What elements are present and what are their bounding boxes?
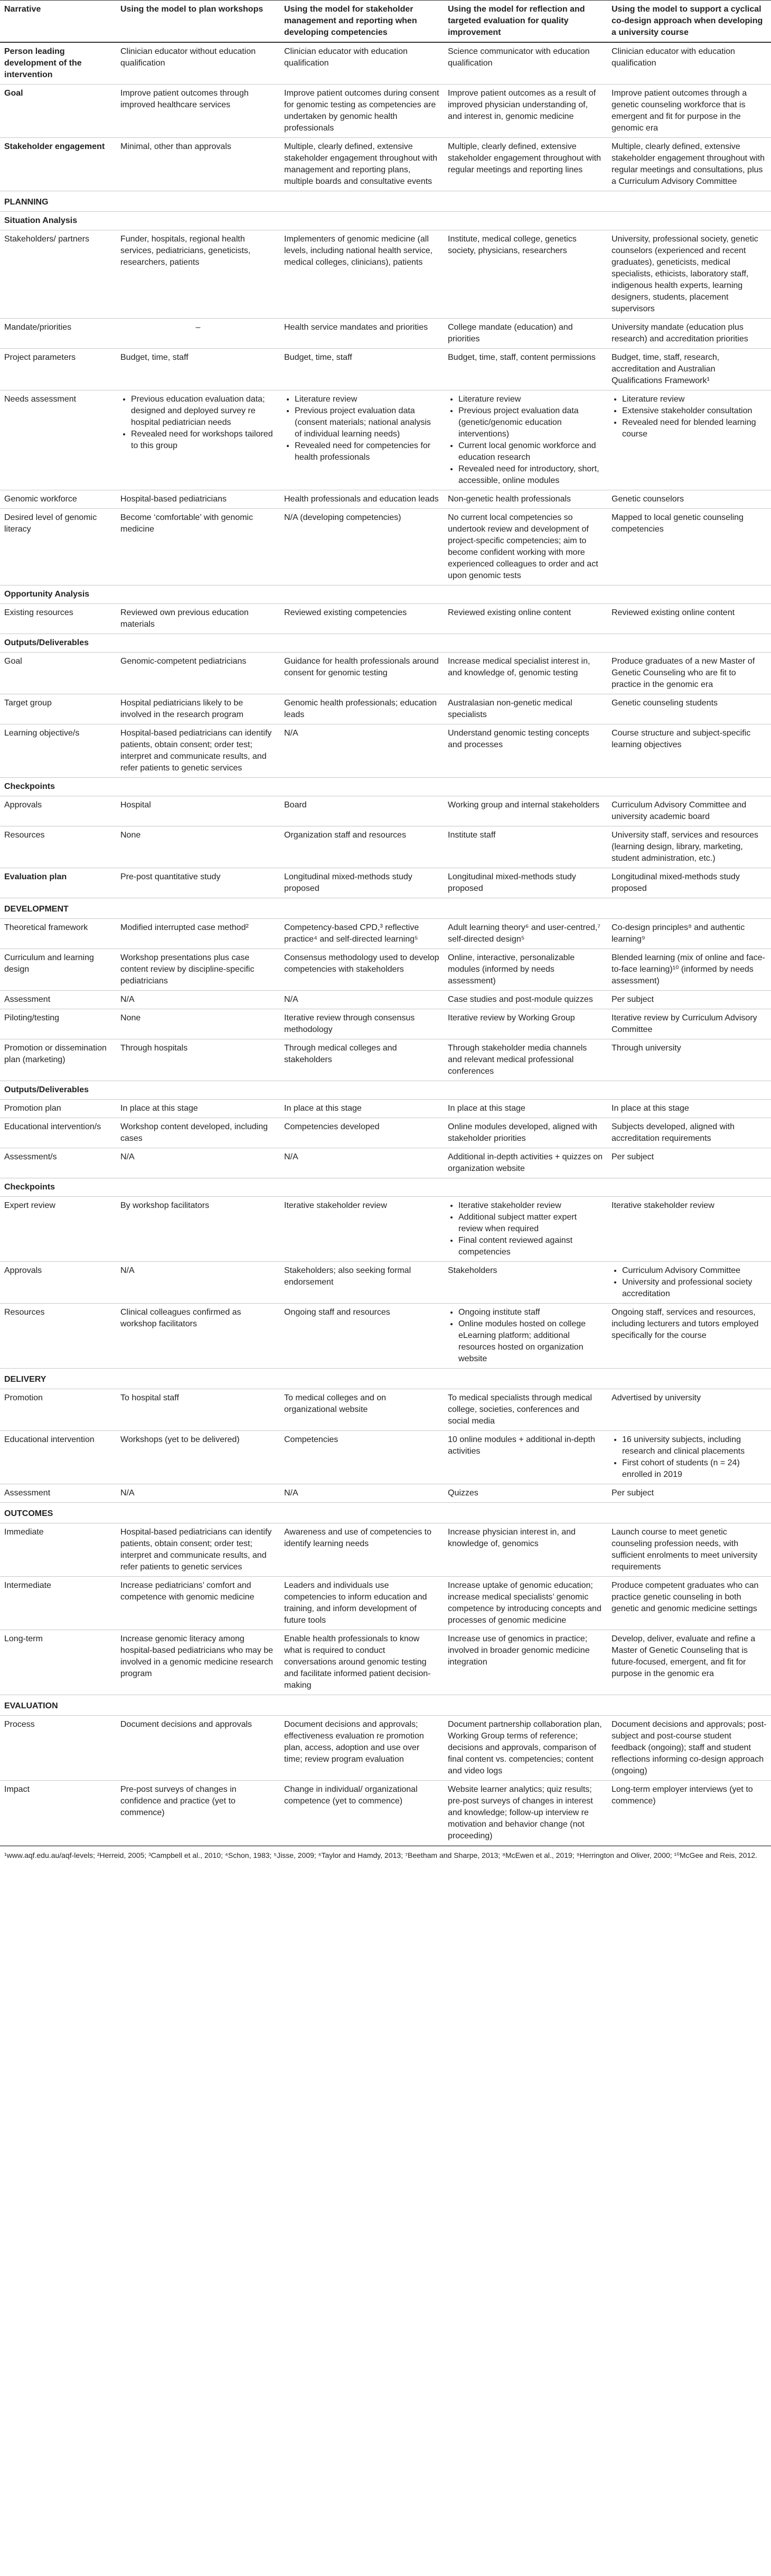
table-cell: – bbox=[116, 319, 280, 349]
table-row bbox=[0, 796, 771, 826]
table-row bbox=[0, 349, 771, 390]
subsection-heading-row bbox=[0, 212, 771, 230]
row-label: Impact bbox=[0, 1781, 116, 1846]
table-cell: Change in individual/ organizational competence (yet to commence) bbox=[280, 1781, 444, 1846]
bullet-item: • Literature review bbox=[458, 394, 603, 405]
table-row bbox=[0, 991, 771, 1009]
table-cell: Per subject bbox=[607, 1484, 771, 1503]
table-row bbox=[0, 1009, 771, 1039]
table-cell bbox=[280, 390, 444, 490]
table-cell: To medical specialists through medical college, societies, conferences and social media bbox=[444, 1389, 607, 1431]
table-cell: To medical colleges and on organizational website bbox=[280, 1389, 444, 1431]
section-heading-row bbox=[0, 898, 771, 919]
table-cell: Adult learning theory⁶ and user-centred,⁷ self-directed design⁵ bbox=[444, 919, 607, 949]
table-cell: Genetic counselors bbox=[607, 490, 771, 509]
table-cell: University staff, services and resources (learning design, library, marketing, student administration, etc.) bbox=[607, 826, 771, 868]
bullet-item: • Revealed need for introductory, short, accessible, online modules bbox=[458, 463, 603, 487]
row-label: Curriculum and learning design bbox=[0, 949, 116, 991]
row-label: Immediate bbox=[0, 1523, 116, 1577]
row-label: Promotion plan bbox=[0, 1100, 116, 1118]
bullet-list bbox=[612, 394, 767, 440]
table-cell: Competency-based CPD,³ reflective practice⁴ and self-directed learning⁵ bbox=[280, 919, 444, 949]
section-heading: EVALUATION bbox=[0, 1695, 771, 1716]
table-cell: Ongoing staff, services and resources, including lecturers and tutors employed specifically for the course bbox=[607, 1304, 771, 1369]
section-heading-row bbox=[0, 1369, 771, 1389]
table-row bbox=[0, 1716, 771, 1781]
row-label: Theoretical framework bbox=[0, 919, 116, 949]
table-cell: Multiple, clearly defined, extensive stakeholder engagement throughout with management and reporting plans, multiple boards and consultative events bbox=[280, 138, 444, 191]
table-cell: Through hospitals bbox=[116, 1039, 280, 1081]
bullet-list bbox=[612, 1434, 767, 1481]
row-label: Person leading development of the intervention bbox=[0, 42, 116, 85]
table-cell: N/A bbox=[116, 991, 280, 1009]
bullet-list bbox=[284, 394, 439, 463]
row-label: Approvals bbox=[0, 796, 116, 826]
header-evaluation: Using the model for reflection and targeted evaluation for quality improvement bbox=[444, 1, 607, 43]
table-row bbox=[0, 1577, 771, 1630]
table-cell: Document partnership collaboration plan, Working Group terms of reference; decisions and approvals, comparison of final content vs. competencies; content and video logs bbox=[444, 1716, 607, 1781]
table-cell: Health service mandates and priorities bbox=[280, 319, 444, 349]
table-cell bbox=[607, 1262, 771, 1304]
table-cell: Quizzes bbox=[444, 1484, 607, 1503]
table-cell: Increase medical specialist interest in, and knowledge of, genomic testing bbox=[444, 653, 607, 694]
table-cell: N/A bbox=[116, 1148, 280, 1178]
row-label: Process bbox=[0, 1716, 116, 1781]
table-cell bbox=[444, 1197, 607, 1262]
table-cell: Funder, hospitals, regional health services, pediatricians, geneticists, researchers, patients bbox=[116, 230, 280, 319]
table-cell: University mandate (education plus research) and accreditation priorities bbox=[607, 319, 771, 349]
table-row bbox=[0, 949, 771, 991]
table-cell: Minimal, other than approvals bbox=[116, 138, 280, 191]
table-row bbox=[0, 1523, 771, 1577]
section-heading: PLANNING bbox=[0, 191, 771, 212]
table-cell: Produce graduates of a new Master of Genetic Counseling who are fit to practice in the genomic era bbox=[607, 653, 771, 694]
bullet-item: • University and professional society accreditation bbox=[622, 1277, 767, 1300]
table-row bbox=[0, 1262, 771, 1304]
table-cell: Budget, time, staff, research, accreditation and Australian Qualifications Framework¹ bbox=[607, 349, 771, 390]
table-cell: Budget, time, staff bbox=[116, 349, 280, 390]
table-row bbox=[0, 1431, 771, 1484]
table-cell: Hospital-based pediatricians can identify patients, obtain consent; order test; interpret and communicate results, and refer patients to genetic services bbox=[116, 1523, 280, 1577]
table-cell: Improve patient outcomes through a genetic counseling workforce that is emergent and fit for purpose in the genomic era bbox=[607, 85, 771, 138]
table-cell: Clinician educator without education qualification bbox=[116, 42, 280, 85]
table-cell: Improve patient outcomes as a result of improved physician understanding of, and interest in, genomic medicine bbox=[444, 85, 607, 138]
table-cell: Competencies developed bbox=[280, 1118, 444, 1148]
subsection-heading-row bbox=[0, 1178, 771, 1197]
table-cell: Hospital-based pediatricians can identify patients, obtain consent; order test; interpret and communicate results, and refer patients to genetic services bbox=[116, 724, 280, 778]
table-row bbox=[0, 509, 771, 585]
table-row bbox=[0, 1304, 771, 1369]
table-cell: Increase use of genomics in practice; involved in broader genomic medicine integration bbox=[444, 1630, 607, 1695]
table-cell bbox=[116, 390, 280, 490]
bullet-item: • Additional subject matter expert review when required bbox=[458, 1212, 603, 1235]
table-header bbox=[0, 1, 771, 43]
table-cell: Iterative review by Working Group bbox=[444, 1009, 607, 1039]
table-cell: Clinical colleagues confirmed as workshop facilitators bbox=[116, 1304, 280, 1369]
table-row bbox=[0, 868, 771, 898]
row-label: Target group bbox=[0, 694, 116, 724]
table-row bbox=[0, 1484, 771, 1503]
subsection-heading-row bbox=[0, 585, 771, 604]
table-cell: Iterative review through consensus methodology bbox=[280, 1009, 444, 1039]
table-cell: Through stakeholder media channels and relevant medical professional conferences bbox=[444, 1039, 607, 1081]
row-label: Genomic workforce bbox=[0, 490, 116, 509]
table-cell: Workshops (yet to be delivered) bbox=[116, 1431, 280, 1484]
table-cell: Hospital pediatricians likely to be involved in the research program bbox=[116, 694, 280, 724]
row-label: Goal bbox=[0, 653, 116, 694]
table-cell: Ongoing staff and resources bbox=[280, 1304, 444, 1369]
table-cell: Iterative review by Curriculum Advisory Committee bbox=[607, 1009, 771, 1039]
table-row bbox=[0, 1100, 771, 1118]
row-label: Existing resources bbox=[0, 604, 116, 634]
table-cell: Pre-post quantitative study bbox=[116, 868, 280, 898]
table-cell: Genomic-competent pediatricians bbox=[116, 653, 280, 694]
row-label: Goal bbox=[0, 85, 116, 138]
row-label: Needs assessment bbox=[0, 390, 116, 490]
row-label: Learning objective/s bbox=[0, 724, 116, 778]
bullet-item: • Previous project evaluation data (genetic/genomic education interventions) bbox=[458, 405, 603, 440]
table-cell: Become ‘comfortable’ with genomic medicine bbox=[116, 509, 280, 585]
table-cell: Organization staff and resources bbox=[280, 826, 444, 868]
row-label: Approvals bbox=[0, 1262, 116, 1304]
table-cell: Through university bbox=[607, 1039, 771, 1081]
table-row bbox=[0, 1630, 771, 1695]
table-cell: In place at this stage bbox=[280, 1100, 444, 1118]
table-cell: To hospital staff bbox=[116, 1389, 280, 1431]
table-cell: Working group and internal stakeholders bbox=[444, 796, 607, 826]
table-cell: By workshop facilitators bbox=[116, 1197, 280, 1262]
table-cell: None bbox=[116, 826, 280, 868]
row-label: Stakeholders/ partners bbox=[0, 230, 116, 319]
table-cell: N/A (developing competencies) bbox=[280, 509, 444, 585]
table-cell: Increase pediatricians’ comfort and competence with genomic medicine bbox=[116, 1577, 280, 1630]
table-cell: Competencies bbox=[280, 1431, 444, 1484]
table-row bbox=[0, 85, 771, 138]
bullet-item: • Previous education evaluation data; designed and deployed survey re hospital pediatrician needs bbox=[131, 394, 276, 429]
table-row bbox=[0, 490, 771, 509]
table-cell: Iterative stakeholder review bbox=[607, 1197, 771, 1262]
table-cell: Additional in-depth activities + quizzes on organization website bbox=[444, 1148, 607, 1178]
table-row bbox=[0, 653, 771, 694]
table-cell: N/A bbox=[280, 724, 444, 778]
row-label: Long-term bbox=[0, 1630, 116, 1695]
row-label: Assessment bbox=[0, 1484, 116, 1503]
bullet-item: • First cohort of students (n = 24) enrolled in 2019 bbox=[622, 1457, 767, 1481]
table-cell: Workshop presentations plus case content review by discipline-specific pediatricians bbox=[116, 949, 280, 991]
table-cell: Pre-post surveys of changes in confidence and practice (yet to commence) bbox=[116, 1781, 280, 1846]
table-cell: Health professionals and education leads bbox=[280, 490, 444, 509]
table-cell: Blended learning (mix of online and face-to-face learning)¹⁰ (informed by needs assessment) bbox=[607, 949, 771, 991]
table-row bbox=[0, 604, 771, 634]
table-cell: Online, interactive, personalizable modules (informed by needs assessment) bbox=[444, 949, 607, 991]
table-cell: Document decisions and approvals; post-subject and post-course student feedback (ongoing); staff and student reflections informing co-design approach (ongoing) bbox=[607, 1716, 771, 1781]
header-narrative: Narrative bbox=[0, 1, 116, 43]
table-cell: Workshop content developed, including cases bbox=[116, 1118, 280, 1148]
table-cell: Increase physician interest in, and knowledge of, genomics bbox=[444, 1523, 607, 1577]
row-label: Expert review bbox=[0, 1197, 116, 1262]
table-cell: Genetic counseling students bbox=[607, 694, 771, 724]
row-label: Promotion or dissemination plan (marketing) bbox=[0, 1039, 116, 1081]
table-row bbox=[0, 1197, 771, 1262]
table-cell: Non-genetic health professionals bbox=[444, 490, 607, 509]
table-cell: Develop, deliver, evaluate and refine a Master of Genetic Counseling that is future-focused, emergent, and fit for purpose in the genomic era bbox=[607, 1630, 771, 1695]
table-cell: Leaders and individuals use competencies to inform education and training, and inform development of future tools bbox=[280, 1577, 444, 1630]
bullet-list bbox=[448, 1200, 603, 1258]
table-cell: Reviewed existing online content bbox=[444, 604, 607, 634]
table-cell: Budget, time, staff bbox=[280, 349, 444, 390]
table-cell: Website learner analytics; quiz results; pre-post surveys of changes in interest and knowledge; follow-up interview re motivation and behavior change (not proceeding) bbox=[444, 1781, 607, 1846]
table-row bbox=[0, 390, 771, 490]
subsection-heading-row bbox=[0, 634, 771, 653]
table-cell: Multiple, clearly defined, extensive stakeholder engagement throughout with regular meetings and reporting lines bbox=[444, 138, 607, 191]
table-row bbox=[0, 1781, 771, 1846]
table-row bbox=[0, 138, 771, 191]
table-cell: N/A bbox=[116, 1484, 280, 1503]
bullet-item: • Curriculum Advisory Committee bbox=[622, 1265, 767, 1277]
table-cell: Long-term employer interviews (yet to commence) bbox=[607, 1781, 771, 1846]
section-heading-row bbox=[0, 191, 771, 212]
table-cell: Implementers of genomic medicine (all levels, including national health service, medical colleges, clinicians), patients bbox=[280, 230, 444, 319]
table-cell: In place at this stage bbox=[607, 1100, 771, 1118]
bullet-item: • Previous project evaluation data (consent materials; national analysis of individual learning needs) bbox=[295, 405, 439, 440]
subsection-heading: Situation Analysis bbox=[0, 212, 771, 230]
table-cell: Subjects developed, aligned with accreditation requirements bbox=[607, 1118, 771, 1148]
subsection-heading: Outputs/Deliverables bbox=[0, 1081, 771, 1100]
table-cell: N/A bbox=[116, 1262, 280, 1304]
row-label: Resources bbox=[0, 826, 116, 868]
bullet-list bbox=[448, 1307, 603, 1365]
table-row bbox=[0, 826, 771, 868]
row-label: Promotion bbox=[0, 1389, 116, 1431]
table-cell: Document decisions and approvals; effectiveness evaluation re promotion plan, access, adoption and use over time; review program evaluation bbox=[280, 1716, 444, 1781]
table-cell: Consensus methodology used to develop competencies with stakeholders bbox=[280, 949, 444, 991]
bullet-list bbox=[120, 394, 276, 452]
table-cell: Understand genomic testing concepts and processes bbox=[444, 724, 607, 778]
table-cell: Reviewed own previous education materials bbox=[116, 604, 280, 634]
table-cell: Produce competent graduates who can practice genetic counseling in both genetic and genomic medicine settings bbox=[607, 1577, 771, 1630]
bullet-item: • Literature review bbox=[295, 394, 439, 405]
row-label: Project parameters bbox=[0, 349, 116, 390]
bullet-item: • Iterative stakeholder review bbox=[458, 1200, 603, 1212]
section-heading: DEVELOPMENT bbox=[0, 898, 771, 919]
table-cell: Modified interrupted case method² bbox=[116, 919, 280, 949]
header-workshops: Using the model to plan workshops bbox=[116, 1, 280, 43]
table-cell: Launch course to meet genetic counseling profession needs, with sufficient enrolments to meet university requirements bbox=[607, 1523, 771, 1577]
table-cell: Reviewed existing online content bbox=[607, 604, 771, 634]
subsection-heading-row bbox=[0, 1081, 771, 1100]
section-heading-row bbox=[0, 1695, 771, 1716]
table-cell: Australasian non-genetic medical specialists bbox=[444, 694, 607, 724]
section-heading: DELIVERY bbox=[0, 1369, 771, 1389]
table-row bbox=[0, 42, 771, 85]
row-label: Desired level of genomic literacy bbox=[0, 509, 116, 585]
table-row bbox=[0, 724, 771, 778]
row-label: Stakeholder engagement bbox=[0, 138, 116, 191]
bullet-item: • Revealed need for workshops tailored to this group bbox=[131, 429, 276, 452]
table-cell: College mandate (education) and priorities bbox=[444, 319, 607, 349]
bullet-item: • Revealed need for blended learning course bbox=[622, 417, 767, 440]
header-competencies: Using the model for stakeholder management and reporting when developing competencies bbox=[280, 1, 444, 43]
table-cell bbox=[607, 390, 771, 490]
table-row bbox=[0, 230, 771, 319]
table-cell: Reviewed existing competencies bbox=[280, 604, 444, 634]
header-university-course: Using the model to support a cyclical co-design approach when developing a university course bbox=[607, 1, 771, 43]
table-row bbox=[0, 919, 771, 949]
table-cell: N/A bbox=[280, 1148, 444, 1178]
table-cell: Per subject bbox=[607, 1148, 771, 1178]
table-cell: Advertised by university bbox=[607, 1389, 771, 1431]
table-cell: Institute staff bbox=[444, 826, 607, 868]
bullet-list bbox=[448, 394, 603, 487]
table-cell: Stakeholders bbox=[444, 1262, 607, 1304]
row-label: Resources bbox=[0, 1304, 116, 1369]
table-cell: Iterative stakeholder review bbox=[280, 1197, 444, 1262]
bullet-item: • Online modules hosted on college eLearning platform; additional resources hosted on organization website bbox=[458, 1318, 603, 1365]
row-label: Evaluation plan bbox=[0, 868, 116, 898]
table-body bbox=[0, 42, 771, 1846]
table-cell: Curriculum Advisory Committee and university academic board bbox=[607, 796, 771, 826]
subsection-heading: Checkpoints bbox=[0, 1178, 771, 1197]
table-row bbox=[0, 1148, 771, 1178]
row-label: Educational intervention bbox=[0, 1431, 116, 1484]
table-cell: N/A bbox=[280, 991, 444, 1009]
row-label: Piloting/testing bbox=[0, 1009, 116, 1039]
footnotes: ¹www.aqf.edu.au/aqf-levels; ²Herreid, 2005; ³Campbell et al., 2010; ⁴Schon, 1983; ⁵Jisse, 2009; ⁶Taylor and Hamdy, 2013; ⁷Beetham and Sharpe, 2013; ⁸McEwen et al., 2019; ⁹Herrington and Oliver, 2000; ¹⁰McGee and Reis, 2012. bbox=[0, 1846, 771, 1865]
bullet-item: • Current local genomic workforce and education research bbox=[458, 440, 603, 463]
table-cell: In place at this stage bbox=[444, 1100, 607, 1118]
bullet-item: • Revealed need for competencies for health professionals bbox=[295, 440, 439, 463]
table-row bbox=[0, 1039, 771, 1081]
table-cell: Genomic health professionals; education leads bbox=[280, 694, 444, 724]
table-cell: Stakeholders; also seeking formal endorsement bbox=[280, 1262, 444, 1304]
table-cell: Per subject bbox=[607, 991, 771, 1009]
table-cell: Multiple, clearly defined, extensive stakeholder engagement throughout with regular meetings and consultations, plus a Curriculum Advisory Committee bbox=[607, 138, 771, 191]
bullet-item: • 16 university subjects, including research and clinical placements bbox=[622, 1434, 767, 1457]
subsection-heading-row bbox=[0, 778, 771, 796]
table-cell bbox=[607, 1431, 771, 1484]
table-cell: No current local competencies so undertook review and development of project-specific competencies; aim to become confident working with more experienced colleagues to order and act upon genomic tests bbox=[444, 509, 607, 585]
table-cell: Online modules developed, aligned with stakeholder priorities bbox=[444, 1118, 607, 1148]
table-cell: Case studies and post-module quizzes bbox=[444, 991, 607, 1009]
table-cell: Guidance for health professionals around consent for genomic testing bbox=[280, 653, 444, 694]
table-cell: Longitudinal mixed-methods study proposed bbox=[280, 868, 444, 898]
table-cell: Longitudinal mixed-methods study proposed bbox=[444, 868, 607, 898]
table-cell: Science communicator with education qualification bbox=[444, 42, 607, 85]
table-cell: Co-design principles⁸ and authentic learning⁹ bbox=[607, 919, 771, 949]
bullet-item: • Extensive stakeholder consultation bbox=[622, 405, 767, 417]
table-cell: Increase genomic literacy among hospital-based pediatricians who may be involved in a genomic medicine research program bbox=[116, 1630, 280, 1695]
row-label: Mandate/priorities bbox=[0, 319, 116, 349]
table-cell: Document decisions and approvals bbox=[116, 1716, 280, 1781]
bullet-item: • Final content reviewed against competencies bbox=[458, 1235, 603, 1258]
row-label: Assessment/s bbox=[0, 1148, 116, 1178]
table-cell: Institute, medical college, genetics society, physicians, researchers bbox=[444, 230, 607, 319]
table-cell bbox=[444, 1304, 607, 1369]
subsection-heading: Opportunity Analysis bbox=[0, 585, 771, 604]
table-cell: 10 online modules + additional in-depth activities bbox=[444, 1431, 607, 1484]
table-cell: Awareness and use of competencies to identify learning needs bbox=[280, 1523, 444, 1577]
table-cell: Clinician educator with education qualification bbox=[280, 42, 444, 85]
bullet-list bbox=[612, 1265, 767, 1300]
row-label: Intermediate bbox=[0, 1577, 116, 1630]
table-cell: Enable health professionals to know what is required to conduct conversations around genomic testing and facilitate informed patient decision-making bbox=[280, 1630, 444, 1695]
table-cell: N/A bbox=[280, 1484, 444, 1503]
table-cell: None bbox=[116, 1009, 280, 1039]
table-cell bbox=[444, 390, 607, 490]
section-heading-row bbox=[0, 1503, 771, 1523]
table-cell: Mapped to local genetic counseling competencies bbox=[607, 509, 771, 585]
section-heading: OUTCOMES bbox=[0, 1503, 771, 1523]
subsection-heading: Checkpoints bbox=[0, 778, 771, 796]
table-cell: Budget, time, staff, content permissions bbox=[444, 349, 607, 390]
table-row bbox=[0, 1118, 771, 1148]
table-row bbox=[0, 1389, 771, 1431]
table-cell: Board bbox=[280, 796, 444, 826]
row-label: Assessment bbox=[0, 991, 116, 1009]
table-row bbox=[0, 319, 771, 349]
table-cell: Hospital-based pediatricians bbox=[116, 490, 280, 509]
table-cell: University, professional society, genetic counselors (experienced and recent graduates), geneticists, medical specialists, ethicists, laboratory staff, indigenous health experts, learning designers, students, placement supervisors bbox=[607, 230, 771, 319]
table-cell: Improve patient outcomes during consent for genomic testing as competencies are undertaken by genomic health professionals bbox=[280, 85, 444, 138]
bullet-item: • Literature review bbox=[622, 394, 767, 405]
table-cell: Course structure and subject-specific learning objectives bbox=[607, 724, 771, 778]
row-label: Educational intervention/s bbox=[0, 1118, 116, 1148]
table-row bbox=[0, 694, 771, 724]
table-cell: Improve patient outcomes through improved healthcare services bbox=[116, 85, 280, 138]
table-cell: Clinician educator with education qualification bbox=[607, 42, 771, 85]
table-cell: Longitudinal mixed-methods study proposed bbox=[607, 868, 771, 898]
table-cell: In place at this stage bbox=[116, 1100, 280, 1118]
subsection-heading: Outputs/Deliverables bbox=[0, 634, 771, 653]
table-cell: Through medical colleges and stakeholders bbox=[280, 1039, 444, 1081]
table-cell: Increase uptake of genomic education; increase medical specialists’ genomic competence by introducing concepts and processes of genomic medicine bbox=[444, 1577, 607, 1630]
bullet-item: • Ongoing institute staff bbox=[458, 1307, 603, 1318]
table-cell: Hospital bbox=[116, 796, 280, 826]
